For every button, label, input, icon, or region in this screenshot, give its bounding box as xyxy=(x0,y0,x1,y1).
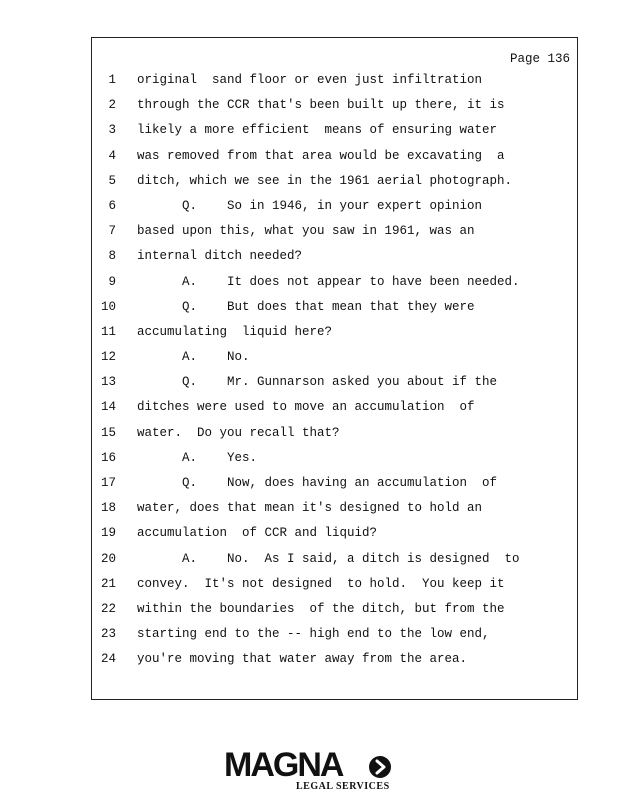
transcript-line xyxy=(92,249,577,274)
line-number: 5 xyxy=(108,173,116,188)
line-number: 14 xyxy=(100,400,116,415)
line-number: 3 xyxy=(108,123,116,138)
transcript-line xyxy=(92,627,577,652)
line-number: 17 xyxy=(100,476,116,490)
line-number: 15 xyxy=(100,425,116,440)
line-text: water. Do you recall that? xyxy=(137,425,340,440)
line-number: 2 xyxy=(108,98,116,113)
transcript-page xyxy=(91,37,578,700)
arrow-circle-icon xyxy=(369,756,391,778)
line-number: 6 xyxy=(108,198,116,213)
transcript-line xyxy=(92,552,577,577)
transcript-line xyxy=(92,602,577,627)
transcript-line xyxy=(92,123,577,148)
line-text: based upon this, what you saw in 1961, was an xyxy=(137,224,475,239)
line-text: Q. So in 1946, in your expert opinion xyxy=(137,198,483,213)
line-number: 11 xyxy=(100,324,116,339)
transcript-line xyxy=(92,476,577,501)
transcript-line xyxy=(92,174,577,199)
line-number: 18 xyxy=(100,501,116,516)
line-text: A. No. As I said, a ditch is designed to xyxy=(137,551,520,566)
line-number: 4 xyxy=(108,148,116,163)
line-text: starting end to the -- high end to the low end, xyxy=(137,627,490,642)
transcript-line xyxy=(92,426,577,451)
line-number: 10 xyxy=(100,299,116,314)
transcript-line xyxy=(92,149,577,174)
transcript-line xyxy=(92,275,577,300)
transcript-line xyxy=(92,652,577,677)
line-number: 1 xyxy=(108,73,116,87)
transcript-line xyxy=(92,224,577,249)
logo-wordmark: MAGNA xyxy=(224,746,343,784)
line-text: ditch, which we see in the 1961 aerial photograph. xyxy=(137,173,513,188)
transcript-line xyxy=(92,325,577,350)
line-text: likely a more efficient means of ensuring water xyxy=(137,123,498,138)
line-number: 23 xyxy=(100,627,116,642)
line-number: 8 xyxy=(108,249,116,264)
transcript-line xyxy=(92,350,577,375)
line-text: within the boundaries of the ditch, but from the xyxy=(137,601,505,616)
line-text: accumulating liquid here? xyxy=(137,324,333,339)
transcript-line xyxy=(92,400,577,425)
line-text: A. Yes. xyxy=(137,450,258,465)
line-text: accumulation of CCR and liquid? xyxy=(137,526,378,541)
line-number: 20 xyxy=(100,551,116,566)
line-number: 9 xyxy=(108,274,116,289)
line-number: 24 xyxy=(100,652,116,667)
line-text: was removed from that area would be excavating a xyxy=(137,148,505,163)
transcript-line xyxy=(92,98,577,123)
page-number: Page 136 xyxy=(509,52,570,66)
line-text: you're moving that water away from the area. xyxy=(137,652,468,667)
line-text: internal ditch needed? xyxy=(137,249,303,264)
transcript-line xyxy=(92,577,577,602)
transcript-lines xyxy=(92,73,577,678)
transcript-line xyxy=(92,526,577,551)
transcript-line xyxy=(92,451,577,476)
transcript-line xyxy=(92,73,577,98)
transcript-line xyxy=(92,199,577,224)
logo-subtitle: LEGAL SERVICES xyxy=(296,781,390,792)
line-text: A. No. xyxy=(137,350,250,365)
line-text: convey. It's not designed to hold. You keep it xyxy=(137,576,505,591)
line-number: 12 xyxy=(100,350,116,365)
line-text: Q. Now, does having an accumulation of xyxy=(137,476,498,490)
magna-logo xyxy=(224,748,399,794)
line-number: 16 xyxy=(100,450,116,465)
line-number: 7 xyxy=(108,224,116,239)
line-text: Q. But does that mean that they were xyxy=(137,299,475,314)
line-text: water, does that mean it's designed to hold an xyxy=(137,501,483,516)
line-text: Q. Mr. Gunnarson asked you about if the xyxy=(137,375,498,390)
line-number: 13 xyxy=(100,375,116,390)
line-number: 22 xyxy=(100,601,116,616)
line-number: 21 xyxy=(100,576,116,591)
transcript-line xyxy=(92,375,577,400)
line-number: 19 xyxy=(100,526,116,541)
transcript-line xyxy=(92,501,577,526)
line-text: through the CCR that's been built up there, it is xyxy=(137,98,505,113)
transcript-line xyxy=(92,300,577,325)
line-text: original sand floor or even just infiltration xyxy=(137,73,483,87)
line-text: A. It does not appear to have been needed. xyxy=(137,274,520,289)
line-text: ditches were used to move an accumulation of xyxy=(137,400,475,415)
